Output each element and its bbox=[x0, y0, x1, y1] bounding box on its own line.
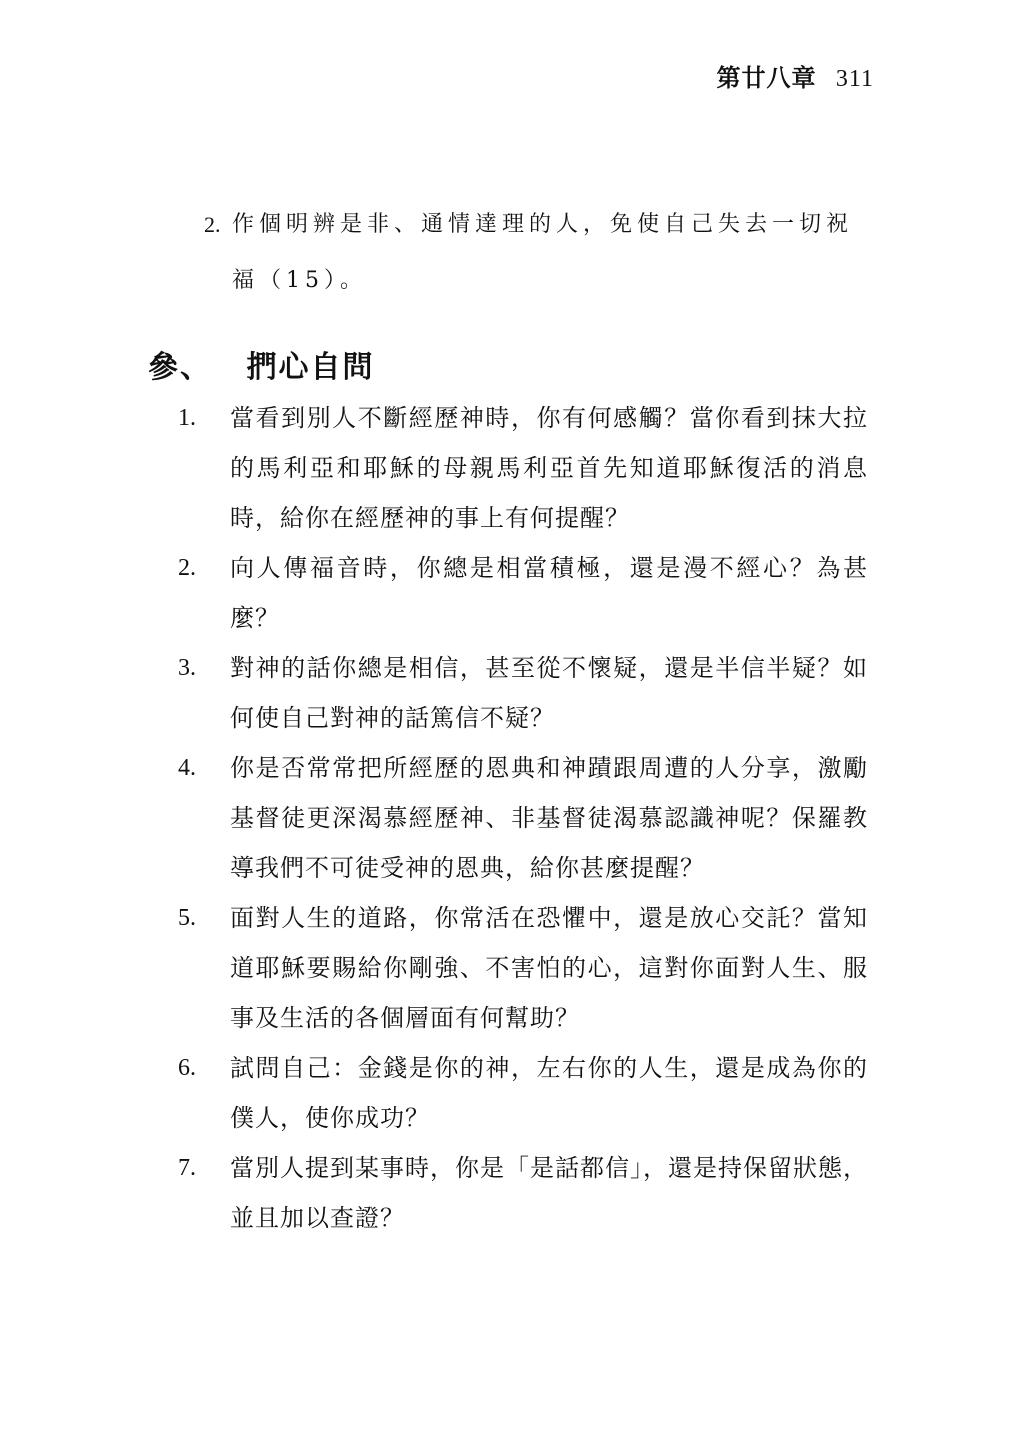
previous-list-item bbox=[204, 197, 864, 309]
question-text: 當看到別人不斷經歷神時，你有何感觸？當你看到抹大拉的馬利亞和耶穌的母親馬利亞首先知道耶穌復活的消息時，給你在經歷神的事上有何提醒？ bbox=[230, 404, 868, 532]
running-head bbox=[717, 58, 874, 93]
list-item-text: 作個明辨是非、通情達理的人，免使自己失去一切祝福（15）。 bbox=[232, 212, 854, 293]
section-marker: 參、 bbox=[148, 350, 212, 385]
chapter-label: 第廿八章 bbox=[716, 63, 817, 92]
question-item bbox=[178, 1043, 868, 1143]
question-number: 6. bbox=[178, 1055, 196, 1081]
page-number: 311 bbox=[835, 66, 874, 92]
question-list bbox=[178, 393, 868, 1243]
question-number: 4. bbox=[178, 755, 196, 781]
list-item-number: 2. bbox=[204, 212, 221, 237]
question-number: 7. bbox=[178, 1155, 196, 1181]
question-text: 試問自己：金錢是你的神，左右你的人生，還是成為你的僕人，使你成功？ bbox=[230, 1054, 868, 1132]
question-item bbox=[178, 1143, 868, 1243]
question-text: 向人傳福音時，你總是相當積極，還是漫不經心？為甚麼？ bbox=[230, 554, 868, 632]
question-number: 5. bbox=[178, 905, 196, 931]
question-item bbox=[178, 393, 868, 543]
section-title: 捫心自問 bbox=[246, 350, 375, 385]
question-item bbox=[178, 743, 868, 893]
question-text: 當別人提到某事時，你是「是話都信」，還是持保留狀態，並且加以查證？ bbox=[230, 1154, 868, 1232]
question-number: 2. bbox=[178, 555, 196, 581]
question-item bbox=[178, 643, 868, 743]
question-text: 面對人生的道路，你常活在恐懼中，還是放心交託？當知道耶穌要賜給你剛強、不害怕的心，這對你面對人生、服事及生活的各個層面有何幫助？ bbox=[230, 904, 868, 1032]
question-text: 你是否常常把所經歷的恩典和神蹟跟周遭的人分享，激勵基督徒更深渴慕經歷神、非基督徒渴慕認識神呢？保羅教導我們不可徒受神的恩典，給你甚麼提醒？ bbox=[230, 754, 868, 882]
question-item bbox=[178, 893, 868, 1043]
question-text: 對神的話你總是相信，甚至從不懷疑，還是半信半疑？如何使自己對神的話篤信不疑？ bbox=[230, 654, 868, 732]
question-number: 3. bbox=[178, 655, 196, 681]
section-heading bbox=[148, 342, 374, 386]
question-number: 1. bbox=[178, 405, 196, 431]
question-item bbox=[178, 543, 868, 643]
